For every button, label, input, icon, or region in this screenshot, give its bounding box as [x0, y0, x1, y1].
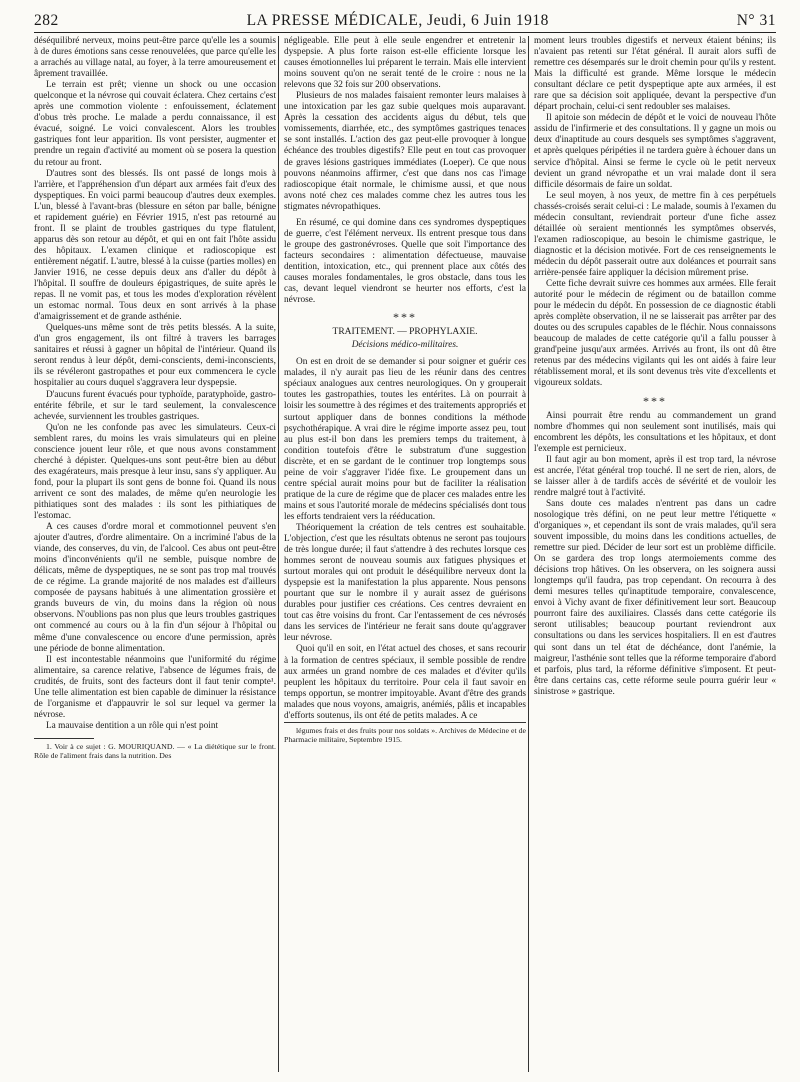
page-number: 282	[34, 12, 59, 29]
paragraph: D'autres sont des blessés. Ils ont passé de longs mois à l'arrière, et l'appréhension d'un départ aux armées fait d'eux des dyspeptiques. En voici parmi beaucoup d'autres deux exemples. L'un, blessé à l'avant-bras (blessure en séton par balle, bénigne et rapidement guérie) en Février 1915, n'est pas retourné au front. Il se plaint de troubles gastriques du type flatulent, apparus dès son retour au dépôt, et qui en ont fait l'hôte assidu des hôpitaux. L'examen clinique et radioscopique est entièrement négatif. L'autre, blessé à la cuisse (parties molles) en Janvier 1916, ne cesse depuis deux ans d'aller du dépôt à l'hôpital. Il souffre de douleurs épigastriques, de suite après le repas. Il ne vomit pas, et tous les modes d'exploration révèlent un estomac normal. Tous deux en sont arrivés à la phase d'amaigrissement et de grande asthénie.	[34, 168, 276, 323]
journal-title: LA PRESSE MÉDICALE, Jeudi, 6 Juin 1918	[246, 12, 549, 29]
footnote: 1. Voir à ce sujet : G. MOURIQUAND. — « La diététique sur le front. Rôle de l'aliment frais dans la nutrition. Des	[34, 741, 276, 761]
paragraph: A ces causes d'ordre moral et commotionnel peuvent s'en ajouter d'autres, d'ordre alimentaire. On a incriminé l'abus de la viande, des conserves, du vin, de l'alcool. Ces abus ont peut-être moins d'inconvénients qu'il ne semble, puisque nombre de délicats, même de dyspeptiques, ne se sont pas trop mal trouvés de ce régime. La grande majorité de nos malades est d'ailleurs composée de paysans habitués à une alimentation grossière et grands buveurs de vin, du moins dans la région où nous observons. N'oublions pas non plus que leurs troubles gastriques ont commencé au cours ou à la fin d'un séjour à l'hôpital ou même d'une convalescence ou encore d'une permission, après une période de bonne alimentation.	[34, 522, 276, 654]
column-2	[284, 36, 526, 1076]
paragraph: Le terrain est prêt; vienne un shock ou une occasion quelconque et la névrose qui couvait éclatera. Chez certains c'est après une commotion violente : enfouissement, éclatement d'obus très proche. Le malade a perdu connaissance, il est évacué, soigné. Le voici convalescent. Alors les troubles gastriques font leur apparition. Ils vont persister, augmenter et prendre un regain d'activité au moment où se posera la question du retour au front.	[34, 80, 276, 168]
section-separator: ***	[393, 310, 417, 325]
paragraph: La mauvaise dentition a un rôle qui n'est point	[46, 720, 219, 731]
paragraph: D'aucuns furent évacués pour typhoïde, paratyphoïde, gastro-entérite fébrile, et sur le tard seulement, la convalescence achevée, surviennent les troubles gastriques.	[34, 389, 276, 422]
paragraph: Théoriquement la création de tels centres est souhaitable. L'objection, c'est que les résultats obtenus ne seront pas toujours de très longue durée; il faut s'attendre à des rechutes lorsque ces hommes seront de nouveau soumis aux fatigues physiques et surtout morales qui ont produit le déséquilibre nerveux dont la dyspepsie est la manifestation la plus apparente. Nous pensons pourtant que sur le nombre il y aurait assez de guérisons durables pour justifier ces créations. Ces centres devraient en tout cas être voisins du front. Car l'entassement de ces névrosés dans les services de l'intérieur ne ferait sans doute qu'aggraver leur névrose.	[284, 522, 526, 644]
column-1	[34, 36, 276, 1076]
footnote-rule	[34, 738, 94, 739]
paragraph: Sans doute ces malades n'entrent pas dans un cadre nosologique très défini, on ne peut leur mettre l'étiquette « d'organiques », et cependant ils sont de vrais malades, qu'il sera souvent impossible, du moins dans les conditions actuelles, de remettre sur pied. Décider de leur sort est un problème difficile. On se gardera des trop longs atermoiements comme des décisions trop hâtives. On les observera, on les soignera aussi longtemps qu'il faudra, pas trop cependant. On recourra à des demi mesures telles qu'inaptitude temporaire, convalescence, envoi à Vichy avant de fixer définitivement leur sort. Beaucoup pourront faire des auxiliaires. Classés dans cette catégorie ils seront utilisables; beaucoup pourtant reviendront aux consultations ou dans les services hospitaliers. Il en est d'autres qui sont dans un tel état de déchéance, dont l'anémie, la maigreur, l'asthénie sont telles que la réforme temporaire d'abord et parfois, plus tard, la réforme définitive s'imposent. Et peut-être dans certains cas, cette réforme seule pourra guérir leur « sinistrose » gastrique.	[534, 498, 776, 697]
page-header	[34, 10, 776, 33]
paragraph: Qu'on ne les confonde pas avec les simulateurs. Ceux-ci semblent rares, du moins les vrais simulateurs qui en pleine conscience jouent leur rôle, et que nous avons constamment cherché à dépister. Quelques-uns sont peut-être bien au début des exagérateurs, mais presque à leur insu, sans s'y appliquer. Au fond, pour la plupart ils sont gens de bonne foi. Quand ils nous arrivent ce sont des malades, de même qu'en neurologie les pithiatiques sont des malades : ils sont les pithiatiques de l'estomac.	[34, 422, 276, 522]
paragraph: Le seul moyen, à nos yeux, de mettre fin à ces perpétuels chassés-croisés serait celui-ci : Le malade, soumis à l'examen du médecin consultant, reviendrait porteur d'une fiche assez détaillée où seraient mentionnés les symptômes observés, l'examen radioscopique, au besoin le chimisme gastrique, le diagnostic et la décision motivée. Fort de ces renseignements le médecin du dépôt passerait outre aux doléances et pourrait sans arrière-pensée faire appliquer la décision mûrement prise.	[534, 190, 776, 278]
paragraph: Quelques-uns même sont de très petits blessés. A la suite, d'un gros engagement, ils ont filtré à travers les barrages sanitaires et réussi à gagner un hôpital de l'intérieur. Quand ils seront rendus à leur dépôt, demi-conscients, demi-inconscients, ils se révéleront gastropathes et pour eux commencera le cycle hospitalier au cours duquel s'aggravera leur dyspepsie.	[34, 323, 276, 389]
paragraph: Il apitoie son médecin de dépôt et le voici de nouveau l'hôte assidu de l'infirmerie et des consultations. Il y gagne un mois ou deux d'inaptitude au cours desquels ses symptômes s'aggravent, et après quelques péripéties il ne tardera guère à échouer dans un service d'hôpital. Ainsi se ferme le cycle où le petit nerveux devient un grand névropathe et un vrai malade dont il sera difficile désormais de faire un soldat.	[534, 113, 776, 190]
section-separator: ***	[643, 393, 667, 408]
issue-number: N° 31	[736, 12, 776, 29]
column-3	[534, 36, 776, 1076]
paragraph: On est en droit de se demander si pour soigner et guérir ces malades, il n'y aurait pas lieu de les réunir dans des centres spéciaux analogues aux centres neurologiques. On y grouperait toutes les gastropathies, toutes les entérites. Là on pourrait à loisir les soumettre à des régimes et des traitements appropriés et surtout appliquer dans de bonnes conditions la méthode psychothérapique. A vrai dire le régime importe assez peu, tout au plus est-il bon dans les premiers temps du traitement, à condition toutefois d'être le substratum d'une suggestion discrète, et en se gardant de le continuer trop longtemps sous peine de voir s'aggraver l'idée fixe. Le groupement dans un centre spécial aurait moins pour but de faciliter la réalisation pratique de la cure de régime que de placer ces malades entre les mains et sous l'autorité morale de médecins spécialisés dont tous les efforts tendraient vers la rééducation.	[284, 357, 526, 522]
paragraph: Quoi qu'il en soit, en l'état actuel des choses, et sans recourir à la formation de centres spéciaux, il semble possible de rendre aux armées un grand nombre de ces malades et d'éviter qu'ils peuplent les hôpitaux du territoire. Pour cela il faut savoir en temps opportun, se montrer impitoyable. Avant d'être des grands malades que nous voyons, amaigris, anémiés, pâlis et incapables d'efforts soutenus, ils ont été de petits malades. A ce	[284, 644, 526, 721]
paragraph: négligeable. Elle peut à elle seule engendrer et entretenir la dyspepsie. A plus forte raison est-elle efficiente lorsque les causes émotionnelles lui préparent le terrain. Mais elle intervient moins souvent qu'on ne serait tenté de le croire : nous ne la relevons que 32 fois sur 200 observations.	[284, 36, 526, 91]
paragraph: Plusieurs de nos malades faisaient remonter leurs malaises à une intoxication par les gaz subie quelques mois auparavant. Après la cessation des accidents aigus du début, tels que vomissements, diarrhée, etc., des symptômes gastriques tenaces se sont installés. L'action des gaz peut-elle provoquer à longue échéance des troubles digestifs? Elle peut en tout cas provoquer de graves lésions gastriques immédiates (Loeper). Ce que nous pouvons néanmoins affirmer, c'est que dans nos cas l'image radioscopique était normale, le chimisme aussi, et que nous avons noté chez ces malades comme chez les autres tous les stigmates névropathiques.	[284, 91, 526, 212]
paragraph: Il est incontestable néanmoins que l'uniformité du régime alimentaire, sa carence relative, l'absence de légumes frais, de crudités, de fruits, sont des facteurs dont il faut tenir compte¹. Une telle alimentation est bien capable de diminuer la résistance de l'organisme et d'appauvrir le sol sur lequel va germer la névrose.	[34, 654, 276, 720]
column-divider	[528, 36, 529, 1072]
paragraph: Ainsi pourrait être rendu au commandement un grand nombre d'hommes qui non seulement sont inutilisés, mais qui encombrent les dépôts, les consultations et les hôpitaux, et dont l'exemple est pernicieux.	[534, 410, 776, 454]
paragraph: déséquilibré nerveux, moins peut-être parce qu'elle les a soumis à de dures émotions sans cesse renouvelées, que parce qu'elle les a arrachés au village natal, au foyer, à la terre amoureusement et âprement travaillée.	[34, 36, 276, 80]
section-subtitle: Décisions médico-militaires.	[351, 340, 459, 351]
paragraph: moment leurs troubles digestifs et nerveux étaient bénins; ils n'avaient pas retenti sur l'état général. Il aurait alors suffi de remettre ces désemparés sur le droit chemin pour qu'ils y restent. Mais la difficulté est grande. Même lorsque le médecin consultant déclare ce petit dyspeptique apte aux armées, il est rare que sa décision soit appliquée, devant la perspective d'un départ prochain, celui-ci sent redoubler ses malaises.	[534, 36, 776, 113]
paragraph: Il faut agir au bon moment, après il est trop tard, la névrose est ancrée, l'état général trop touché. Il ne sert de rien, alors, de se laisser aller à de tardifs accès de sévérité et de vouloir les rendre malgré tout à l'activité.	[534, 454, 776, 498]
section-title: TRAITEMENT. — PROPHYLAXIE.	[332, 327, 478, 338]
column-divider	[278, 36, 279, 1072]
paragraph: En résumé, ce qui domine dans ces syndromes dyspeptiques de guerre, c'est l'élément nerveux. Ils entrent presque tous dans le groupe des gastronévroses. Quelle que soit l'importance des facteurs secondaires : alimentation défectueuse, mauvaise dentition, intoxication, etc., qui prennent place aux côtés des causes morales fondamentales, le gros obstacle, dans tous les cas, devant lequel viendront se heurter nos efforts, c'est la névrose.	[284, 217, 526, 306]
footnote-continuation: légumes frais et des fruits pour nos soldats ». Archives de Médecine et de Pharmacie militaire, Septembre 1915.	[284, 722, 526, 745]
paragraph: Cette fiche devrait suivre ces hommes aux armées. Elle ferait autorité pour le médecin de régiment ou de bataillon comme pour le médecin du dépôt. En possession de ce diagnostic établi après complète observation, il ne se laisserait pas arrêter par des doutes ou des scrupules capables de le fléchir. Nous connaissons beaucoup de malades de cette catégorie qu'il a fallu pousser à grand'peine jusqu'aux armées. Arrivés au front, ils ont dû être retenus par des médecins vigilants qui les ont aidés à faire leur rétablissement moral, et ils sont devenus très vite d'excellents et vigoureux soldats.	[534, 279, 776, 389]
